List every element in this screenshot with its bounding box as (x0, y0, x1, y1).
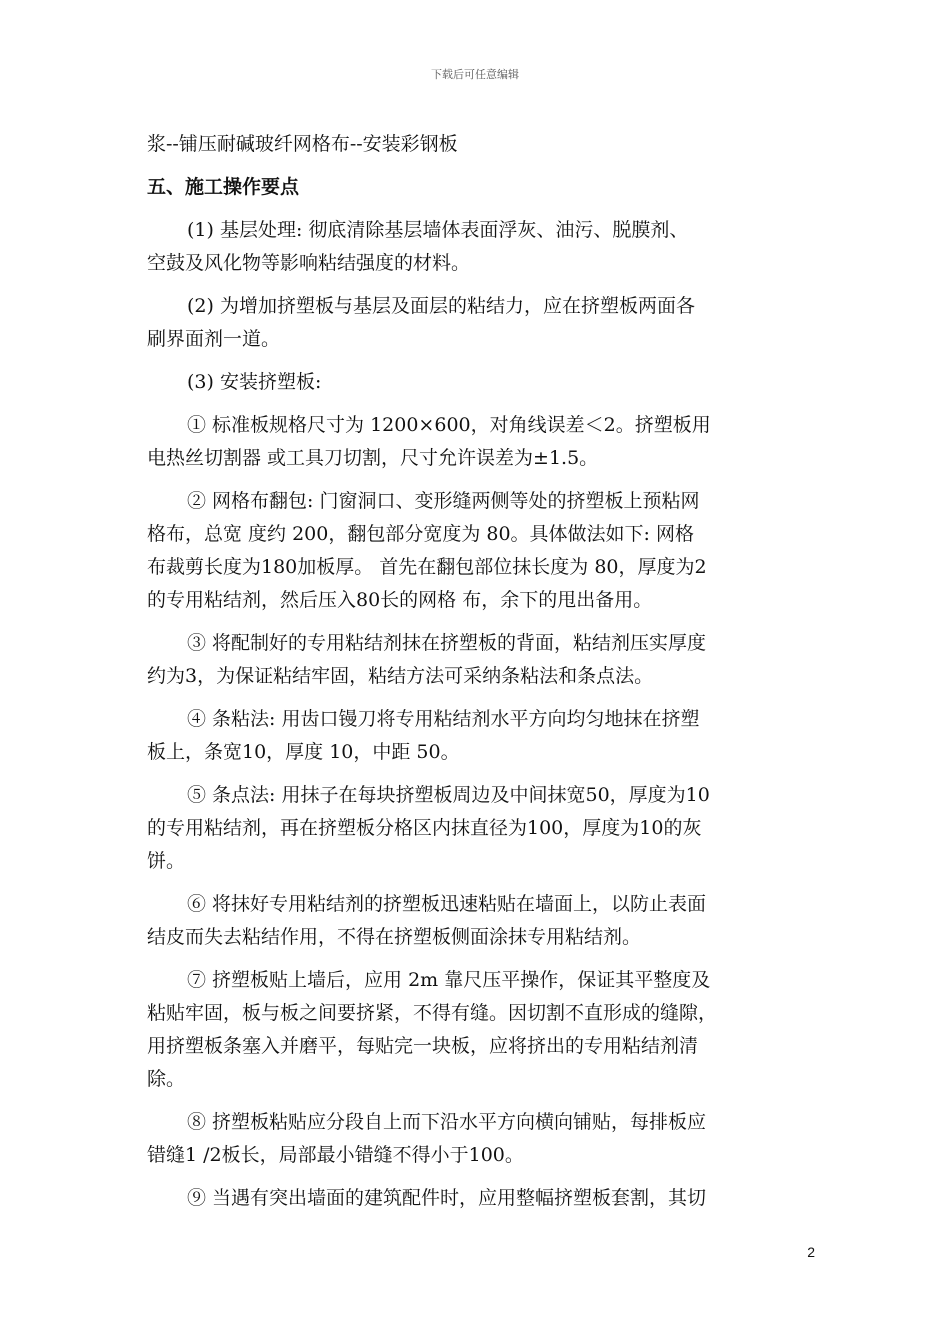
text-line: ② 网格布翻包: 门窗洞口、变形缝两侧等处的挤塑板上预粘网 (187, 490, 700, 512)
paragraph (147, 1106, 812, 1172)
text-line: (2) 为增加挤塑板与基层及面层的粘结力，应在挤塑板两面各 (187, 295, 695, 317)
text-line: 饼。 (147, 850, 186, 872)
text-line: ⑤ 条点法: 用抹子在每块挤塑板周边及中间抹宽50，厚度为10 (187, 784, 710, 806)
text-line: 电热丝切割器 或工具刀切割，尺寸允许误差为±1.5。 (147, 447, 599, 469)
section-heading (147, 171, 812, 204)
text-line: ⑥ 将抹好专用粘结剂的挤塑板迅速粘贴在墙面上，以防止表面 (187, 893, 707, 915)
paragraph (147, 1182, 812, 1215)
text-line: 五、施工操作要点 (147, 176, 300, 198)
text-line: 错缝1 /2板长，局部最小错缝不得小于100。 (147, 1144, 524, 1166)
text-line: 结皮而失去粘结作用，不得在挤塑板侧面涂抹专用粘结剂。 (147, 926, 642, 948)
document-body (147, 128, 812, 1225)
paragraph (147, 964, 812, 1096)
text-line: ⑦ 挤塑板贴上墙后，应用 2m 靠尺压平操作，保证其平整度及 (187, 969, 711, 991)
text-line: 浆--铺压耐碱玻纤网格布--安装彩钢板 (147, 133, 458, 155)
text-line: 布裁剪长度为180加板厚。 首先在翻包部位抹长度为 80，厚度为2 (147, 556, 707, 578)
text-line: ① 标准板规格尺寸为 1200×600，对角线误差＜2。挤塑板用 (187, 414, 711, 436)
paragraph (147, 888, 812, 954)
text-line: 粘贴牢固，板与板之间要挤紧，不得有缝。因切割不直形成的缝隙， (147, 1002, 718, 1024)
paragraph (147, 779, 812, 878)
text-line: 空鼓及风化物等影响粘结强度的材料。 (147, 252, 471, 274)
text-line: ④ 条粘法: 用齿口镘刀将专用粘结剂水平方向均匀地抹在挤塑 (187, 708, 700, 730)
text-line: 格布，总宽 度约 200，翻包部分宽度为 80。具体做法如下: 网格 (147, 523, 695, 545)
paragraph (147, 703, 812, 769)
text-line: 约为3，为保证粘结牢固，粘结方法可采纳条粘法和条点法。 (147, 665, 654, 687)
text-line: 用挤塑板条塞入并磨平，每贴完一块板，应将挤出的专用粘结剂清 (147, 1035, 699, 1057)
page-number: 2 (807, 1244, 815, 1260)
paragraph (147, 627, 812, 693)
paragraph (147, 290, 812, 356)
text-line: ③ 将配制好的专用粘结剂抹在挤塑板的背面，粘结剂压实厚度 (187, 632, 707, 654)
paragraph (147, 128, 812, 161)
text-line: 除。 (147, 1068, 186, 1090)
text-line: 刷界面剂一道。 (147, 328, 281, 350)
text-line: 的专用粘结剂，然后压入80长的网格 布，余下的甩出备用。 (147, 589, 653, 611)
paragraph (147, 214, 812, 280)
text-line: 的专用粘结剂，再在挤塑板分格区内抹直径为100，厚度为10的灰 (147, 817, 702, 839)
paragraph (147, 409, 812, 475)
header-note: 下载后可任意编辑 (431, 68, 519, 81)
paragraph (147, 366, 812, 399)
text-line: (1) 基层处理: 彻底清除基层墙体表面浮灰、油污、脱膜剂、 (187, 219, 689, 241)
paragraph (147, 485, 812, 617)
text-line: 板上，条宽10，厚度 10，中距 50。 (147, 741, 460, 763)
text-line: ⑧ 挤塑板粘贴应分段自上而下沿水平方向横向铺贴，每排板应 (187, 1111, 707, 1133)
text-line: (3) 安装挤塑板: (187, 371, 322, 393)
text-line: ⑨ 当遇有突出墙面的建筑配件时，应用整幅挤塑板套割，其切 (187, 1187, 707, 1209)
